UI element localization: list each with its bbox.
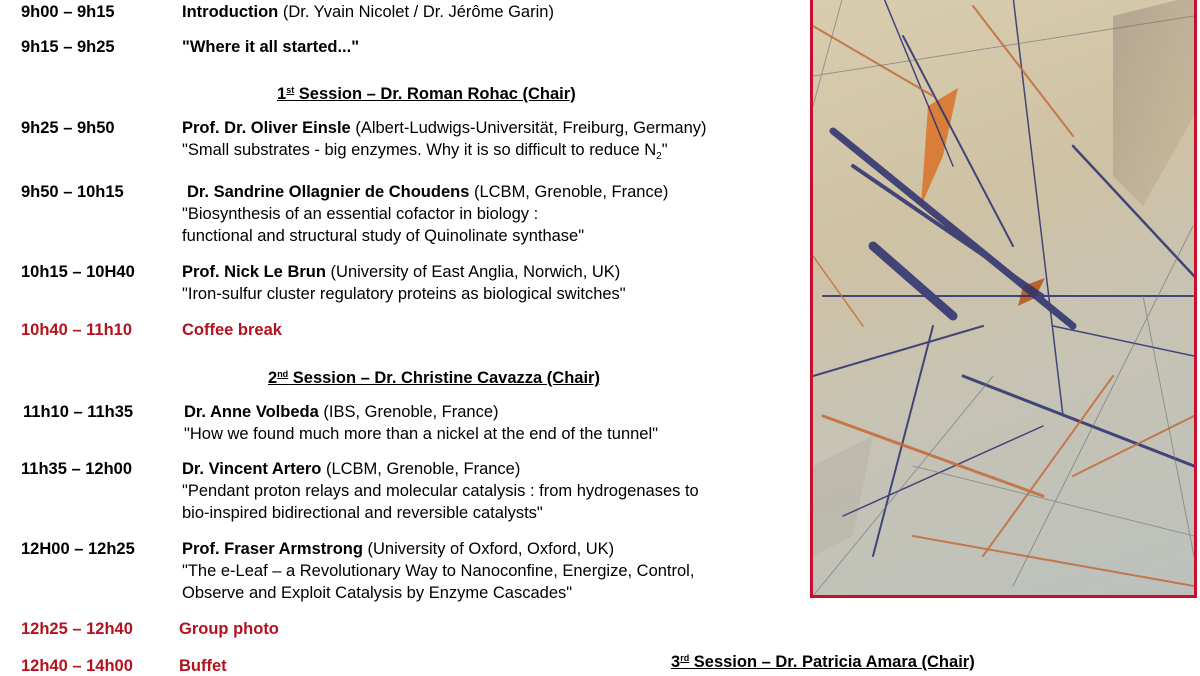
time-slot: 12h40 – 14h00	[21, 657, 133, 675]
time-slot: 9h00 – 9h15	[21, 3, 115, 21]
session-heading: 1st Session – Dr. Roman Rohac (Chair)	[277, 85, 576, 103]
time-slot: 9h15 – 9h25	[21, 38, 115, 56]
break-item: Buffet	[179, 657, 227, 675]
time-slot: 11h35 – 12h00	[21, 460, 133, 478]
break-item: Group photo	[179, 620, 279, 638]
speaker: Prof. Nick Le Brun (University of East Anglia, Norwich, UK)	[182, 263, 621, 281]
schedule-item: "Where it all started..."	[182, 38, 360, 56]
break-item: Coffee break	[182, 321, 282, 339]
session-heading: 2nd Session – Dr. Christine Cavazza (Chair)	[268, 369, 600, 387]
schedule-item: Introduction (Dr. Yvain Nicolet / Dr. Jérôme Garin)	[182, 3, 554, 21]
speaker: Dr. Vincent Artero (LCBM, Grenoble, France)	[182, 460, 521, 478]
speaker: Dr. Anne Volbeda (IBS, Grenoble, France)	[184, 403, 499, 421]
talk-title: "How we found much more than a nickel at the end of the tunnel"	[184, 425, 658, 443]
time-slot: 10h40 – 11h10	[21, 321, 133, 339]
speaker: Dr. Sandrine Ollagnier de Choudens (LCBM, Grenoble, France)	[187, 183, 669, 201]
talk-title: "Iron-sulfur cluster regulatory proteins as biological switches"	[182, 285, 626, 303]
talk-title: bio-inspired bidirectional and reversible catalysts"	[182, 504, 543, 522]
session-heading: 3rd Session – Dr. Patricia Amara (Chair)	[671, 653, 975, 671]
talk-title: functional and structural study of Quinolinate synthase"	[182, 227, 585, 245]
time-slot: 10h15 – 10H40	[21, 263, 135, 281]
time-slot: 9h50 – 10h15	[21, 183, 124, 201]
speaker: Prof. Dr. Oliver Einsle (Albert-Ludwigs-Universität, Freiburg, Germany)	[182, 119, 707, 137]
time-slot: 12H00 – 12h25	[21, 540, 135, 558]
talk-title: Observe and Exploit Catalysis by Enzyme Cascades"	[182, 584, 573, 602]
time-slot: 9h25 – 9h50	[21, 119, 115, 137]
talk-title: "Small substrates - big enzymes. Why it is so difficult to reduce $N_2$"	[182, 141, 668, 162]
talk-title: "The e-Leaf – a Revolutionary Way to Nanoconfine, Energize, Control,	[182, 562, 695, 580]
crystal-microscopy-photo	[810, 0, 1197, 598]
speaker: Prof. Fraser Armstrong (University of Oxford, Oxford, UK)	[182, 540, 615, 558]
talk-title: "Pendant proton relays and molecular catalysis : from hydrogenases to	[182, 482, 699, 500]
time-slot: 12h25 – 12h40	[21, 620, 133, 638]
crystal-needles-illustration	[813, 0, 1194, 595]
time-slot: 11h10 – 11h35	[23, 403, 134, 421]
talk-title: "Biosynthesis of an essential cofactor in biology :	[182, 205, 539, 223]
